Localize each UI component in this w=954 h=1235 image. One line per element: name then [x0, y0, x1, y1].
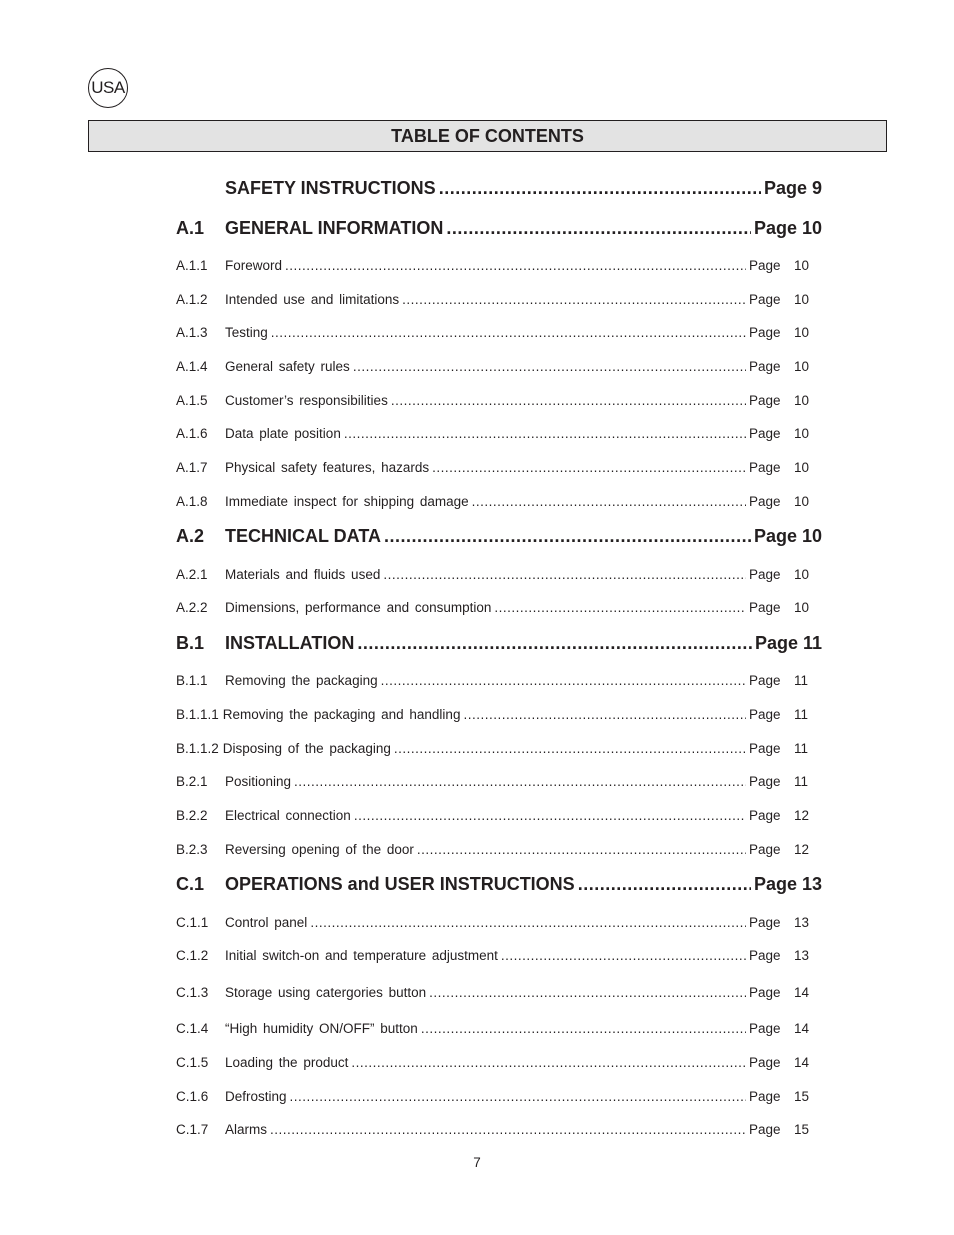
toc-entry-number: A.2	[176, 526, 205, 546]
page-number: 13	[794, 948, 810, 963]
toc-entry	[176, 1021, 822, 1036]
toc-entry-number: A.1.2	[176, 292, 208, 307]
page-number: 12	[794, 808, 810, 823]
toc-entry-page: Page 10	[753, 218, 822, 238]
toc-entry-page	[749, 359, 822, 374]
toc-entry-number: C.1.3	[176, 985, 209, 1000]
page-number: 14	[794, 1021, 810, 1036]
toc-entry	[176, 292, 822, 307]
dot-leader	[394, 741, 746, 756]
toc-entry-number: C.1.6	[176, 1089, 209, 1104]
page-number: 15	[794, 1122, 810, 1137]
page-label: Page	[749, 1055, 781, 1070]
toc-entry-title: Control panel	[225, 915, 308, 930]
toc-entry-number: A.1.6	[176, 426, 208, 441]
toc-entry-page	[749, 774, 822, 789]
toc-entry-title: Data plate position	[225, 426, 341, 441]
toc-entry-title: GENERAL INFORMATION	[225, 218, 444, 238]
toc-entry-number: B.2.2	[176, 808, 208, 823]
toc-entry-page	[749, 258, 822, 273]
dot-leader	[391, 393, 746, 408]
page-label: Page	[749, 292, 781, 307]
page-number: 12	[794, 842, 810, 857]
toc-entry-a1	[176, 218, 822, 239]
toc-entry-page: Page 11	[754, 633, 822, 653]
dot-leader	[384, 526, 751, 547]
toc-entry	[176, 915, 822, 930]
page-label: Page	[749, 426, 781, 441]
page-number: 10	[794, 460, 810, 475]
toc-entry-title: Removing the packaging	[225, 673, 378, 688]
dot-leader	[463, 707, 746, 722]
toc-entry	[176, 393, 822, 408]
toc-entry-title: Materials and fluids used	[225, 567, 381, 582]
toc-entry-title: Immediate inspect for shipping damage	[225, 494, 469, 509]
toc-entry-title: TECHNICAL DATA	[225, 526, 381, 546]
dot-leader	[446, 218, 751, 239]
dot-leader	[344, 426, 746, 441]
page-label: Page	[749, 673, 781, 688]
toc-entry	[176, 707, 822, 722]
toc-entry-number: C.1.2	[176, 948, 209, 963]
usa-badge: USA	[88, 68, 128, 108]
toc-entry-page	[749, 600, 822, 615]
dot-leader	[429, 985, 746, 1000]
toc-entry-page	[749, 292, 822, 307]
page-label: Page	[749, 1089, 781, 1104]
dot-leader	[294, 774, 746, 789]
toc-entry-title: Electrical connection	[225, 808, 351, 823]
toc-entry-title: Testing	[225, 325, 268, 340]
toc-entry-page	[749, 1055, 822, 1070]
page-number: 11	[794, 774, 809, 789]
toc-entry-number: B.1.1.2	[176, 741, 219, 756]
toc-entry	[176, 842, 822, 857]
toc-entry-title: Removing the packaging and handling	[222, 707, 461, 722]
toc-entry-title: Foreword	[225, 258, 283, 273]
page-number: 13	[794, 915, 810, 930]
toc-entry-title: Customer’s responsibilities	[225, 393, 388, 408]
toc-entry	[176, 460, 822, 475]
dot-leader	[383, 567, 746, 582]
dot-leader	[439, 178, 761, 199]
toc-entry-title: General safety rules	[225, 359, 350, 374]
page-label: Page	[749, 258, 781, 273]
page-label: Page	[749, 774, 781, 789]
toc-entry-number: A.1.5	[176, 393, 208, 408]
dot-leader	[290, 1089, 746, 1104]
toc-entry	[176, 1122, 822, 1137]
dot-leader	[351, 1055, 746, 1070]
toc-entry-b1	[176, 633, 822, 654]
toc-entry	[176, 808, 822, 823]
toc-entry-number: C.1.1	[176, 915, 209, 930]
page-number: 14	[794, 985, 810, 1000]
page-label: Page	[749, 707, 781, 722]
toc-entry-page	[749, 808, 822, 823]
toc-entry-page: Page 10	[753, 526, 822, 546]
toc-entry-title: INSTALLATION	[225, 633, 355, 653]
dot-leader	[417, 842, 746, 857]
toc-header	[88, 120, 887, 152]
toc-entry-title: Positioning	[225, 774, 292, 789]
dot-leader	[501, 948, 746, 963]
toc-entry-number: B.2.3	[176, 842, 208, 857]
page-label: Page	[749, 567, 781, 582]
toc-entry-number: A.2.1	[176, 567, 208, 582]
page-number: 15	[794, 1089, 810, 1104]
toc-entry-number: A.1.7	[176, 460, 208, 475]
toc-entry-title: “High humidity ON/OFF” button	[225, 1021, 418, 1036]
page-number: 10	[794, 567, 810, 582]
page-label: Page	[749, 808, 781, 823]
page-label: Page	[749, 948, 781, 963]
toc-entry-page	[749, 842, 822, 857]
toc-entry	[176, 359, 822, 374]
toc-entry-number: A.2.2	[176, 600, 208, 615]
page-label: Page	[749, 842, 781, 857]
toc-entry-number: B.2.1	[176, 774, 208, 789]
page-label: Page	[749, 359, 781, 374]
toc-entry-number: A.1.3	[176, 325, 208, 340]
toc-entry-page	[749, 325, 822, 340]
toc-entry	[176, 1089, 822, 1104]
toc-entry-page	[749, 567, 822, 582]
toc-entry-page	[749, 1122, 822, 1137]
toc-entry-page	[749, 985, 822, 1000]
toc-entry-title: Disposing of the packaging	[222, 741, 391, 756]
toc-entry	[176, 673, 822, 688]
dot-leader	[421, 1021, 746, 1036]
page-label: Page	[749, 1122, 781, 1137]
toc-entry-page	[749, 494, 822, 509]
dot-leader	[494, 600, 746, 615]
toc-entry-title: OPERATIONS and USER INSTRUCTIONS	[225, 874, 575, 894]
toc-entry-page	[749, 460, 822, 475]
toc-entry-page: Page 9	[763, 178, 822, 198]
toc-entry-number: B.1	[176, 633, 205, 653]
toc-entry-page	[749, 426, 822, 441]
toc-entry	[176, 1055, 822, 1070]
page-label: Page	[749, 460, 781, 475]
page-label: Page	[749, 600, 781, 615]
page-number: 10	[794, 292, 810, 307]
toc-entry	[176, 258, 822, 273]
page-label: Page	[749, 915, 781, 930]
toc-entry-number: A.1.8	[176, 494, 208, 509]
toc-entry-title: Loading the product	[225, 1055, 349, 1070]
toc-entry-page	[749, 707, 822, 722]
toc-entry-title: Alarms	[225, 1122, 268, 1137]
page-label: Page	[749, 494, 781, 509]
page-number: 11	[794, 673, 809, 688]
page-number: 11	[794, 707, 809, 722]
toc-entry	[176, 741, 822, 756]
page-label: Page	[749, 985, 781, 1000]
toc-entry	[176, 325, 822, 340]
page-label: Page	[749, 325, 781, 340]
toc-entry-c1	[176, 874, 822, 895]
page-number: 10	[794, 359, 810, 374]
toc-entry	[176, 567, 822, 582]
toc-entry	[176, 494, 822, 509]
toc-entry-title: Defrosting	[225, 1089, 287, 1104]
toc-entry-page	[749, 673, 822, 688]
toc-entry-number: C.1.5	[176, 1055, 209, 1070]
dot-leader	[285, 258, 746, 273]
dot-leader	[353, 359, 746, 374]
toc-entry-number: B.1.1.1	[176, 707, 219, 722]
toc-entry-title: Physical safety features, hazards	[225, 460, 430, 475]
dot-leader	[310, 915, 746, 930]
page-number: 10	[794, 600, 810, 615]
toc-entry	[176, 600, 822, 615]
page-label: Page	[749, 393, 781, 408]
page-number: 10	[794, 494, 810, 509]
toc-entry-page	[749, 948, 822, 963]
dot-leader	[354, 808, 746, 823]
dot-leader	[578, 874, 751, 895]
toc-entry-title: Initial switch-on and temperature adjustment	[225, 948, 498, 963]
page-number: 10	[794, 325, 810, 340]
toc-entry-number: C.1	[176, 874, 205, 894]
toc-entry-title: Dimensions, performance and consumption	[225, 600, 492, 615]
toc-entry-page	[749, 915, 822, 930]
toc-entry-title: Reversing opening of the door	[225, 842, 414, 857]
page-label: Page	[749, 741, 781, 756]
page-number: 10	[794, 426, 810, 441]
dot-leader	[402, 292, 746, 307]
toc-entry-number: A.1.1	[176, 258, 208, 273]
toc-entry	[176, 948, 822, 963]
toc-entry-number: B.1.1	[176, 673, 208, 688]
toc-entry-page: Page 13	[753, 874, 822, 894]
toc-entry-page	[749, 393, 822, 408]
toc-entry-title: SAFETY INSTRUCTIONS	[225, 178, 436, 198]
toc-entry-page	[749, 1021, 822, 1036]
page-label: Page	[749, 1021, 781, 1036]
toc-header-title: TABLE OF CONTENTS	[391, 125, 584, 146]
dot-leader	[357, 633, 752, 654]
toc-entry-safety	[176, 178, 822, 199]
toc-entry-number: C.1.4	[176, 1021, 209, 1036]
toc-entry-page	[749, 741, 822, 756]
page-number: 10	[794, 258, 810, 273]
dot-leader	[432, 460, 746, 475]
toc-entry-title: Storage using catergories button	[225, 985, 427, 1000]
dot-leader	[381, 673, 746, 688]
toc-entry-number: A.1.4	[176, 359, 208, 374]
dot-leader	[472, 494, 746, 509]
toc-entry-title: Intended use and limitations	[225, 292, 400, 307]
toc-entry-number: C.1.7	[176, 1122, 209, 1137]
page-number: 10	[794, 393, 810, 408]
toc-entry	[176, 426, 822, 441]
dot-leader	[270, 1122, 746, 1137]
dot-leader	[271, 325, 746, 340]
toc-entry-a2	[176, 526, 822, 547]
page-number: 14	[794, 1055, 810, 1070]
toc-entry	[176, 985, 822, 1000]
toc-entry	[176, 774, 822, 789]
toc-entry-page	[749, 1089, 822, 1104]
page-number: 11	[794, 741, 809, 756]
page-footer-number: 7	[473, 1155, 481, 1170]
toc-entry-number: A.1	[176, 218, 205, 238]
